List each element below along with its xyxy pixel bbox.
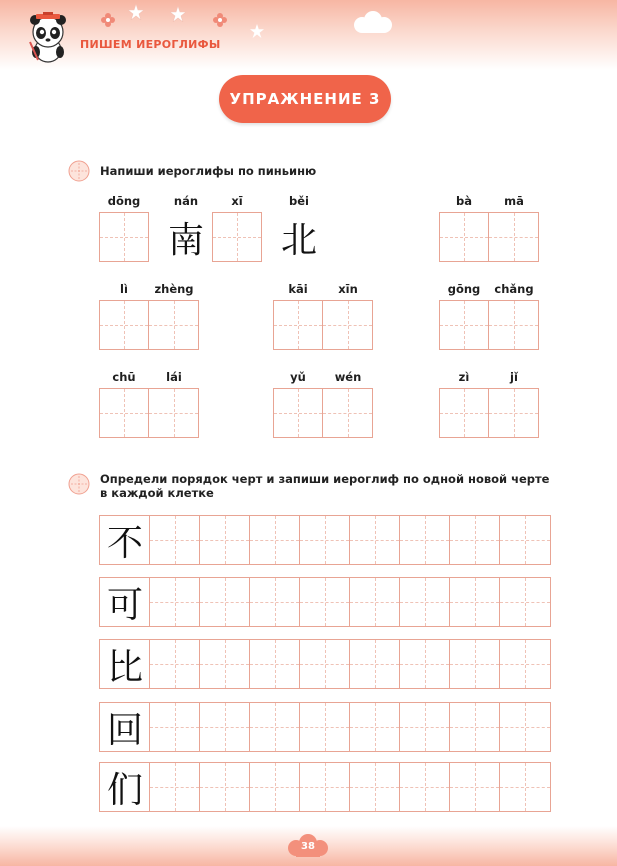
practice-cell[interactable] [350,640,400,688]
model-hanzi: 回 [106,709,143,751]
model-hanzi: 不 [106,522,143,564]
practice-cell[interactable] [300,763,350,811]
writing-box[interactable] [439,212,489,262]
model-hanzi-cell [100,703,150,751]
pinyin-pair-group [99,370,199,438]
pinyin-label: yǔ [290,370,306,384]
stroke-row [99,762,551,812]
writing-box[interactable] [323,388,373,438]
writing-box[interactable] [439,300,489,350]
practice-cell[interactable] [200,763,250,811]
pinyin-label: xīn [338,282,358,296]
panda-mascot-icon [24,12,72,64]
practice-cell[interactable] [150,640,200,688]
model-hanzi: 们 [106,769,143,811]
pinyin-label: nán [173,194,199,208]
practice-cell[interactable] [400,516,450,564]
practice-cell[interactable] [200,516,250,564]
practice-cell[interactable] [200,703,250,751]
pinyin-split-group [212,194,324,262]
header-band [0,0,617,70]
writing-box[interactable] [489,212,539,262]
practice-cell[interactable] [150,703,200,751]
practice-cell[interactable] [150,578,200,626]
practice-cell[interactable] [400,703,450,751]
practice-cell[interactable] [350,763,400,811]
star-icon [170,6,186,22]
writing-box[interactable] [489,388,539,438]
writing-box[interactable] [99,388,149,438]
pinyin-label: kāi [288,282,308,296]
pinyin-pair-group [439,282,539,350]
pinyin-label: wén [334,370,362,384]
writing-box[interactable] [489,300,539,350]
pinyin-label: bà [456,194,472,208]
task2-instruction-line1: Определи порядок черт и запиши иероглиф по одной новой черте [100,472,550,486]
practice-cell[interactable] [300,640,350,688]
practice-cell[interactable] [500,640,550,688]
practice-cell[interactable] [450,763,500,811]
stroke-row [99,577,551,627]
pinyin-pair-group [273,282,373,350]
writing-box[interactable] [149,388,199,438]
practice-cell[interactable] [450,640,500,688]
practice-cell[interactable] [250,703,300,751]
practice-cell[interactable] [500,516,550,564]
pinyin-label: xī [231,194,243,208]
given-hanzi: 南 [167,219,204,261]
task2-instruction-line2: в каждой клетке [100,486,214,500]
writing-box[interactable] [99,212,149,262]
exercise-badge: УПРАЖНЕНИЕ 3 [219,75,391,123]
pinyin-label: běi [289,194,309,208]
practice-cell[interactable] [350,578,400,626]
writing-box[interactable] [439,388,489,438]
practice-cell[interactable] [400,763,450,811]
star-icon [128,4,144,20]
practice-cell[interactable] [500,578,550,626]
practice-cell[interactable] [450,703,500,751]
star-icon [250,24,264,38]
practice-cell[interactable] [400,640,450,688]
practice-cell[interactable] [500,763,550,811]
model-hanzi: 比 [106,646,143,688]
pinyin-pair-group [439,194,539,262]
pinyin-label: lái [166,370,182,384]
practice-cell[interactable] [200,578,250,626]
practice-cell[interactable] [250,516,300,564]
writing-box[interactable] [323,300,373,350]
practice-cell[interactable] [250,578,300,626]
task2-instruction [100,472,560,500]
writing-box[interactable] [149,300,199,350]
pinyin-label: dōng [107,194,141,208]
practice-cell[interactable] [350,703,400,751]
writing-box[interactable] [212,212,262,262]
model-hanzi: 可 [106,584,143,626]
practice-cell[interactable] [300,703,350,751]
pinyin-label: chǎng [494,282,534,296]
given-hanzi: 北 [280,219,317,261]
practice-cell[interactable] [300,516,350,564]
writing-box[interactable] [273,388,323,438]
pinyin-label: mā [504,194,524,208]
practice-cell[interactable] [150,516,200,564]
task-bullet-icon [68,160,90,182]
model-hanzi-cell [100,516,150,564]
pinyin-label: zì [458,370,470,384]
cloud-icon [352,10,394,34]
pinyin-label: lì [120,282,128,296]
pinyin-pair-group [99,282,199,350]
practice-cell[interactable] [350,516,400,564]
stroke-row [99,515,551,565]
flower-icon [212,12,228,28]
stroke-row [99,639,551,689]
practice-cell[interactable] [300,578,350,626]
task-bullet-icon [68,473,90,495]
pinyin-label: chū [112,370,136,384]
practice-cell[interactable] [500,703,550,751]
writing-box[interactable] [99,300,149,350]
page-number-badge [286,833,330,859]
practice-cell[interactable] [200,640,250,688]
pinyin-split-group [99,194,211,262]
writing-box[interactable] [273,300,323,350]
pinyin-label: zhèng [154,282,194,296]
practice-cell[interactable] [250,763,300,811]
practice-cell[interactable] [450,578,500,626]
practice-cell[interactable] [150,763,200,811]
pinyin-label: gōng [447,282,481,296]
stroke-row [99,702,551,752]
model-hanzi-cell [100,763,150,811]
page-number: 38 [301,840,315,852]
practice-cell[interactable] [400,578,450,626]
pinyin-pair-group [439,370,539,438]
pinyin-pair-group [273,370,373,438]
practice-cell[interactable] [450,516,500,564]
flower-icon [100,12,116,28]
model-hanzi-cell [100,640,150,688]
practice-cell[interactable] [250,640,300,688]
model-hanzi-cell [100,578,150,626]
pinyin-label: jǐ [510,370,518,384]
task1-instruction: Напиши иероглифы по пиньиню [100,164,317,178]
book-title: ПИШЕМ ИЕРОГЛИФЫ [80,38,221,51]
